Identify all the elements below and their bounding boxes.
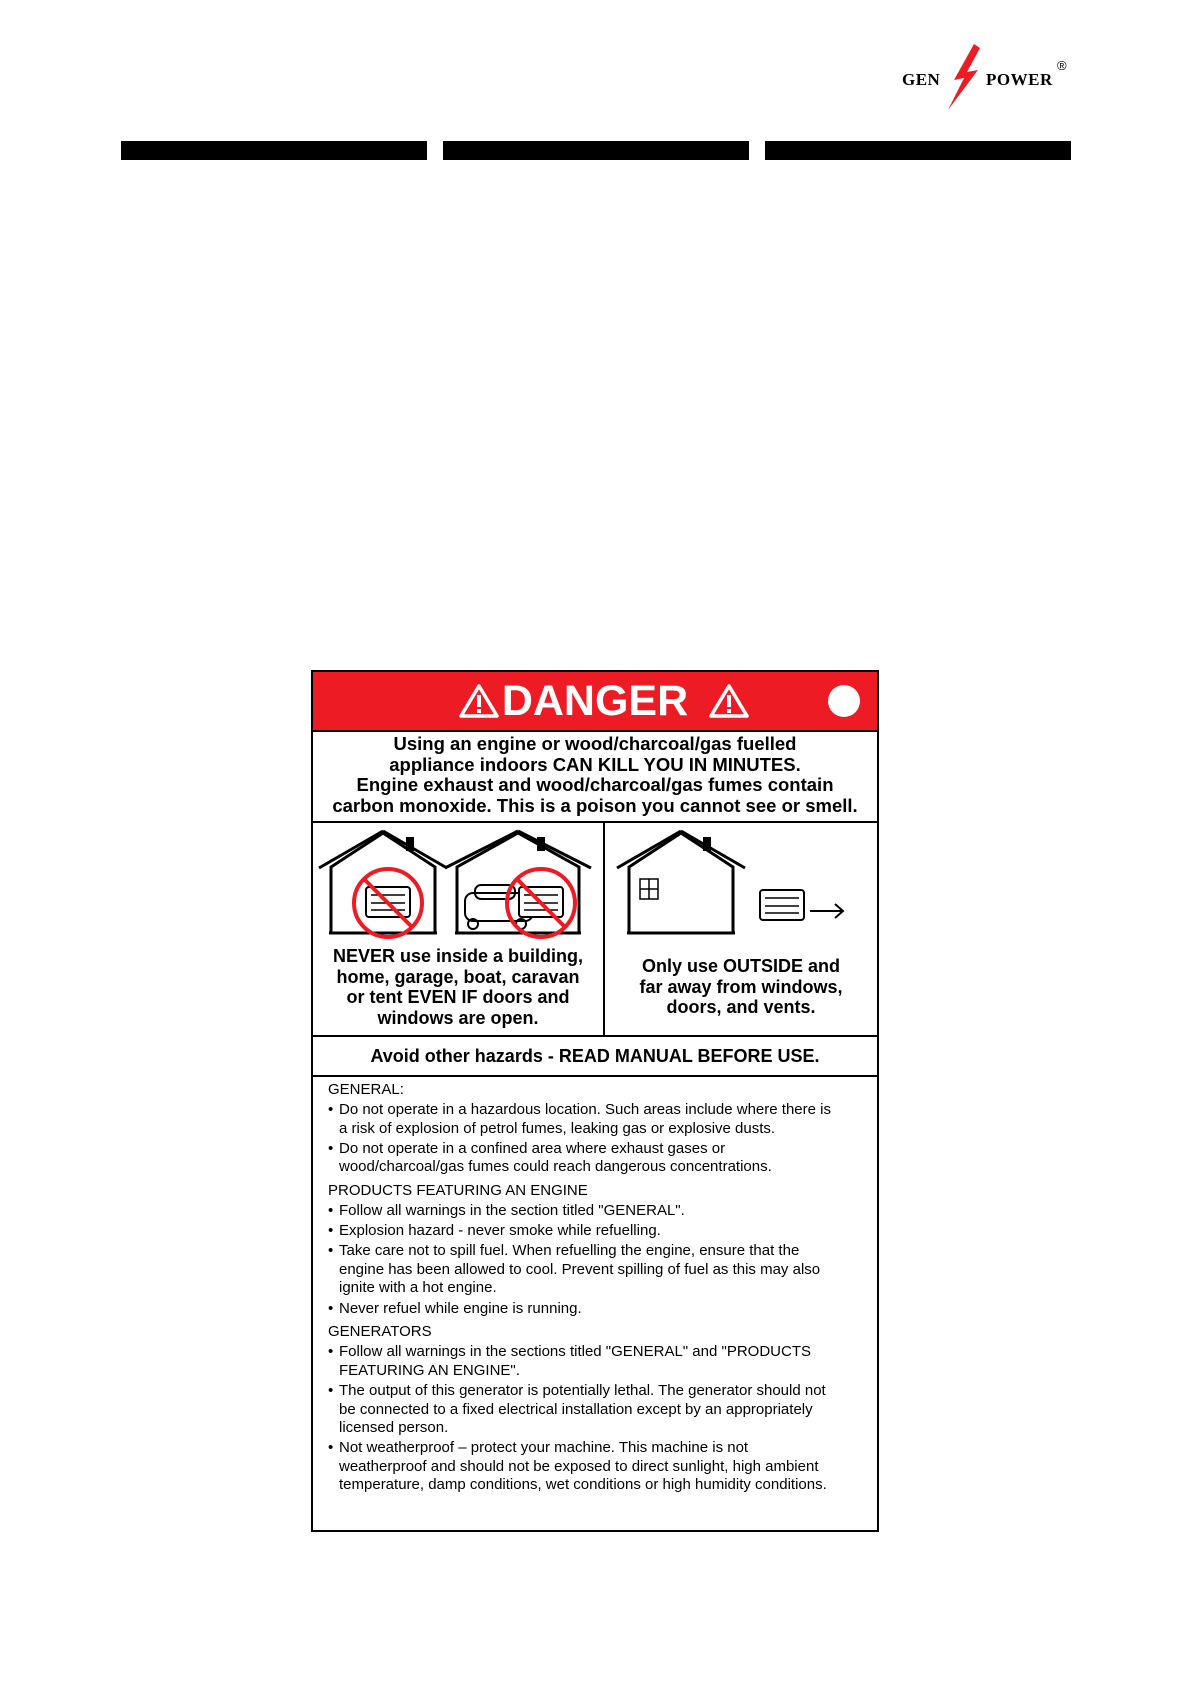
caption-line: far away from windows, [639,976,843,997]
never-indoors-caption [313,946,603,1028]
danger-title: DANGER [501,677,689,725]
prohibited-indoor-icon [313,823,603,943]
section-heading-generators: GENERATORS [328,1323,432,1341]
read-manual-warning: Avoid other hazards - READ MANUAL BEFORE USE. [313,1037,877,1077]
warning-line: Engine exhaust and wood/charcoal/gas fumes contain [356,774,834,795]
pictogram-panel [313,823,877,1037]
logo-text-gen: GEN [902,70,941,89]
list-item: • Explosion hazard - never smoke while refuelling. [328,1222,868,1241]
list-item: • Follow all warnings in the sections titled "GENERAL" and "PRODUCTS FEATURING AN ENGINE". [328,1343,868,1380]
caption-line: home, garage, boat, caravan [336,966,580,987]
danger-label [311,670,879,1532]
outdoor-use-icon [605,823,877,943]
safety-instructions [328,1081,868,1495]
warning-line: appliance indoors CAN KILL YOU IN MINUTES. [389,753,801,775]
list-item: • The output of this generator is potentially lethal. The generator should not be connected to a fixed electrical installation except by an appropriately licensed person. [328,1382,868,1438]
header-bar-3 [765,141,1071,160]
header-bar-2 [443,141,749,160]
list-item: • Follow all warnings in the section titled "GENERAL". [328,1202,868,1221]
warning-line: carbon monoxide. This is a poison you cannot see or smell. [332,794,858,816]
list-item: • Never refuel while engine is running. [328,1300,868,1319]
list-item: • Not weatherproof – protect your machine. This machine is not weatherproof and should not be exposed to direct sunlight, high ambient temperature, damp conditions, wet conditions or high humidity conditions. [328,1439,868,1495]
caption-line: Only use OUTSIDE and [641,956,841,976]
section-heading-general: GENERAL: [328,1081,404,1098]
caption-line: doors, and vents. [666,997,816,1017]
danger-header [313,672,877,732]
list-item: • Do not operate in a confined area where exhaust gases or wood/charcoal/gas fumes could reach dangerous concentrations. [328,1140,868,1177]
section-heading-engine: PRODUCTS FEATURING AN ENGINE [328,1181,588,1199]
genpower-logo [900,44,1076,110]
caption-line: windows are open. [377,1007,539,1028]
list-item: • Take care not to spill fuel. When refuelling the engine, ensure that the engine has been allowed to cool. Prevent spilling of fuel as this may also ignite with a hot engine. [328,1242,868,1298]
header-bar-1 [121,141,427,160]
lightning-bolt-icon [942,44,988,110]
logo-text-power: POWER [986,70,1053,89]
outside-only-caption [605,956,877,1018]
registered-mark: ® [1057,58,1067,73]
warning-line: Using an engine or wood/charcoal/gas fuelled [393,733,797,754]
white-dot [828,685,860,717]
caption-line: NEVER use inside a building, [332,946,584,966]
caption-line: or tent EVEN IF doors and [346,987,570,1007]
carbon-monoxide-warning [313,732,877,823]
list-item: • Do not operate in a hazardous location. Such areas include where there is a risk of explosion of petrol fumes, leaking gas or explosive dusts. [328,1101,868,1138]
warning-triangle-icon [709,684,749,718]
